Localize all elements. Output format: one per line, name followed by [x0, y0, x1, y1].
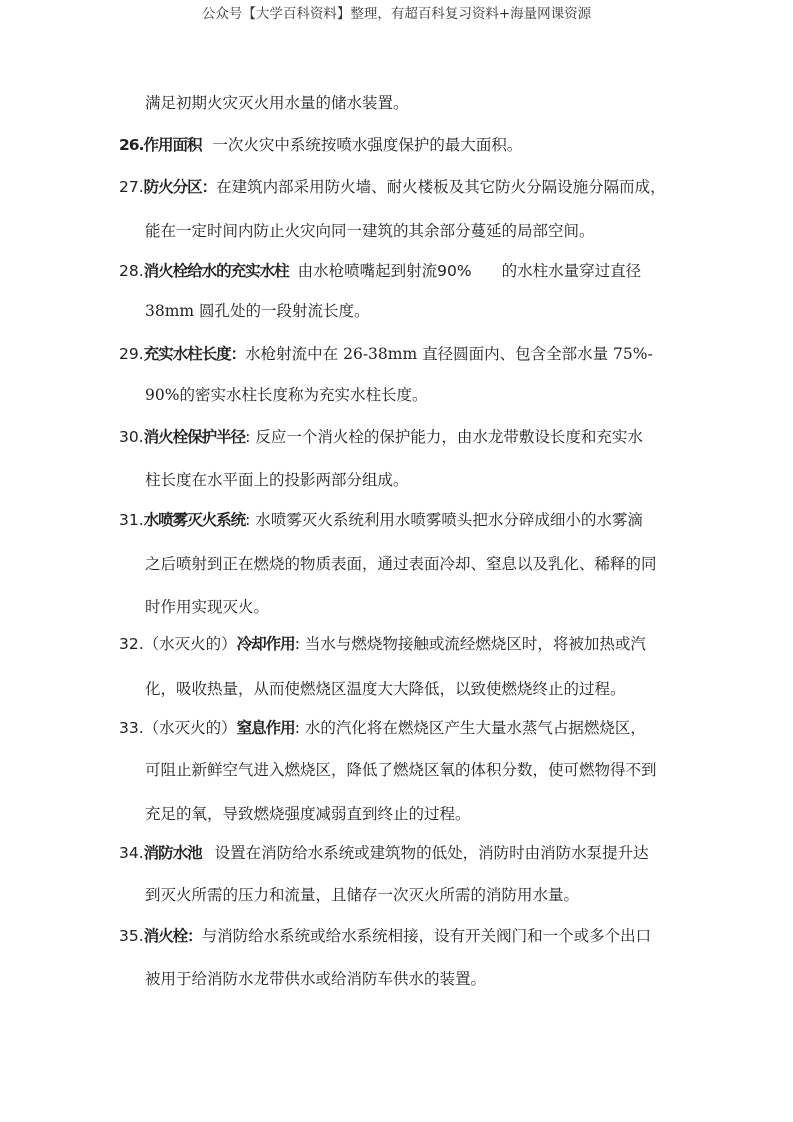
definition-35-continued: 被用于给消防水龙带供水或给消防车供水的装置。: [145, 970, 487, 988]
definition-text: 由水枪喷嘴起到射流90%: [297, 262, 472, 280]
definition-term: 消防水池: [143, 844, 202, 862]
definition-31: [119, 508, 643, 530]
definition-27: [119, 175, 666, 197]
item-number: 28.: [119, 262, 144, 280]
definition-term: 窒息作用: [236, 719, 295, 737]
item-number: 33.: [119, 719, 144, 737]
definition-text: 与消防给水系统或给水系统相接，设有开关阀门和一个或多个出口: [201, 927, 652, 945]
definition-term: 消火栓给水的充实水柱: [143, 262, 289, 280]
definition-33-continued-1: 可阻止新鲜空气进入燃烧区，降低了燃烧区氧的体积分数，使可燃物得不到: [145, 761, 657, 779]
definition-28: [119, 259, 641, 281]
definition-text: 设置在消防给水系统或建筑物的低处，消防时由消防水泵提升达: [214, 844, 649, 862]
definition-text: : 反应一个消火栓的保护能力，由水龙带敷设长度和充实水: [245, 428, 643, 446]
definition-27-continued: 能在一定时间内防止火灾向同一建筑的其余部分蔓延的局部空间。: [145, 222, 595, 240]
definition-35: [119, 924, 651, 946]
definition-29: [119, 342, 653, 364]
definition-term: 防火分区：: [143, 178, 217, 196]
definition-text: : 当水与燃烧物接触或流经燃烧区时，将被加热或汽: [294, 635, 646, 653]
definition-text: 在建筑内部采用防火墙、耐火楼板及其它防火分隔设施分隔而成，: [216, 178, 666, 196]
definition-term: 消火栓：: [143, 927, 202, 945]
definition-34-continued: 到灭火所需的压力和流量，且储存一次灭火所需的消防用水量。: [145, 886, 580, 904]
item-number: 35.: [119, 927, 144, 945]
definition-30: [119, 425, 643, 447]
item-number: 31.: [119, 511, 144, 529]
definition-text: : 水的汽化将在燃烧区产生大量水蒸气占据燃烧区，: [294, 719, 646, 737]
definition-31-continued-1: 之后喷射到正在燃烧的物质表面，通过表面冷却、窒息以及乳化、稀释的同: [145, 555, 657, 573]
definition-term: 消火栓保护半径: [143, 428, 246, 446]
definition-text: : 水喷雾灭火系统利用水喷雾喷头把水分碎成细小的水雾滴: [245, 511, 643, 529]
item-number: 29.: [119, 345, 144, 363]
definition-text: 一次火灾中系统按喷水强度保护的最大面积。: [212, 136, 523, 154]
definition-29-continued: 90%的密实水柱长度称为充实水柱长度。: [145, 386, 428, 404]
definition-prefix: （水灭火的）: [143, 719, 237, 737]
definition-32: [119, 632, 646, 654]
item-number: 26.: [119, 136, 144, 154]
definition-30-continued: 柱长度在水平面上的投影两部分组成。: [145, 471, 409, 489]
definition-term: 作用面积: [143, 136, 202, 154]
item-number: 34.: [119, 844, 144, 862]
definition-26: [119, 133, 522, 155]
definition-31-continued-2: 时作用实现灭火。: [145, 598, 270, 616]
item-number: 27.: [119, 178, 144, 196]
definition-33-continued-2: 充足的氧，导致燃烧强度减弱直到终止的过程。: [145, 805, 471, 823]
definition-term: 水喷雾灭火系统: [143, 511, 246, 529]
definition-34: [119, 841, 649, 863]
definition-text-2: 的水柱水量穿过直径: [501, 262, 642, 280]
definition-28-continued: 38mm 圆孔处的一段射流长度。: [145, 302, 370, 320]
item-number: 30.: [119, 428, 144, 446]
item-number: 32.: [119, 635, 144, 653]
definition-text: 水枪射流中在 26-38mm 直径圆面内、包含全部水量 75%-: [245, 345, 653, 363]
definition-prefix: （水灭火的）: [143, 635, 237, 653]
page-header: 公众号【大学百科资料】整理，有超百科复习资料+海量网课资源: [201, 6, 592, 22]
definition-term: 充实水柱长度：: [143, 345, 246, 363]
definition-term: 冷却作用: [236, 635, 295, 653]
continued-line: 满足初期火灾灭火用水量的储水装置。: [145, 94, 409, 112]
definition-33: [119, 716, 646, 738]
definition-32-continued: 化，吸收热量，从而使燃烧区温度大大降低，以致使燃烧终止的过程。: [145, 680, 626, 698]
